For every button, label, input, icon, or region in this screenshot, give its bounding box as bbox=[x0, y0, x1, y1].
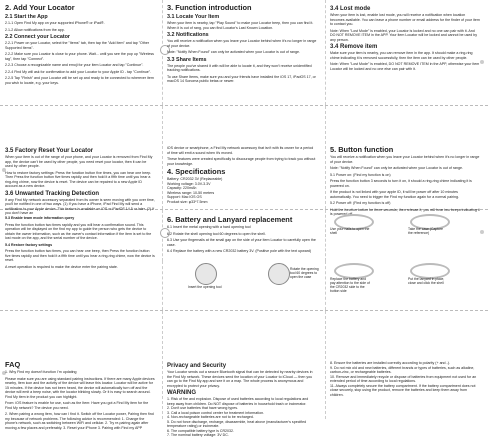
warning-item: 5. Do not force discharge, recharge, disassemble, heat above (manufacturer's specified temperature rating) or incinerate. bbox=[167, 419, 307, 428]
panel-divider bbox=[162, 311, 163, 419]
paragraph: Your Locator sends out a secure Bluetooth signal that can be detected by nearby devices in the Find My network. These devices send the location of your Locator to iCloud — then you can go to the Find My app and see it on a map. The whole process is anonymous and encrypted to protect your privacy. bbox=[167, 370, 313, 388]
paragraph: Note: When "Lost Mode" is enabled, DO NOT REMOVE ITEM in the APP, otherwise your item Locator will be locked and no one else can pair with it. bbox=[330, 62, 480, 71]
panel-divider bbox=[162, 106, 163, 209]
spec-item: Support: Mac IOS OS bbox=[167, 195, 202, 199]
paragraph: Press the function button two times rapidly and you will hear a confirmation sound. This operation will be displayed on the find my app to guide the person who gets the device to obtain the owner information, such as the owner's contact information if the item is set to the lost mode on the app, and the serial number of the device. bbox=[5, 222, 152, 240]
subsection-title: 2.1 Start the App bbox=[5, 14, 48, 20]
page-marker bbox=[480, 230, 484, 234]
spec-item: Product size: φ33*7.5mm bbox=[167, 199, 208, 204]
paragraph: If any Find My network accessory separated from its owner is seen moving with you over time, you'll be notified in one of two ways. (1) If you have a iPhone, iPad Find My will send a notification to your Apple device. This feature is available on iOS or iPadOS 14.5 or later. (2) If you don't have an bbox=[5, 197, 155, 215]
panel-divider bbox=[325, 210, 326, 261]
paragraph: When your item is out of the range of your phone, and your Locator is removed from Find My app, the device can't be used by other people, you need reset your locator, then it can be used by other people. bbox=[5, 155, 153, 168]
panel-divider bbox=[162, 261, 163, 310]
warning-item: 9. Do not mix old and new batteries, different brands or types of batteries, such as alkaline, carbon-zinc, or rechargeable batteries. bbox=[330, 365, 475, 374]
paragraph: Press the function button two times, you can hear one beep, then Press the function button five times rapidly and then hold it a fifth time until you hear a ring-ring chime, now the device is reset. bbox=[5, 249, 155, 262]
battery-section bbox=[167, 216, 317, 261]
paragraph: iOS device or smartphone, a Find My network accessory that isn't with its owner for a period of time will emit a sound when it's moved. bbox=[167, 146, 314, 155]
step-caption: Insert the opening tool bbox=[188, 285, 222, 289]
warning-continued bbox=[330, 361, 480, 397]
step-caption: Use your nails to open the shell bbox=[330, 227, 370, 235]
panel-third-illustrations bbox=[0, 261, 488, 311]
paragraph: 6.1 Insert the metal opening with a hard opening tool bbox=[167, 225, 251, 229]
rotate-tool-illustration bbox=[268, 263, 290, 285]
subsection-title: 3.3 Share Items bbox=[167, 56, 207, 63]
section-title: 5. Button function bbox=[330, 146, 394, 154]
panel-third bbox=[0, 207, 488, 269]
panel-bottom bbox=[0, 311, 488, 437]
warning-item: 7. The nominal battery voltage: 3V DC. bbox=[167, 433, 229, 437]
paragraph: When your item is nearby, tap "Play Sound" to make your Locator beep, then you can find it. When it is out of rang, you can find Locator's Last Known Location. bbox=[167, 21, 314, 30]
section-title: 6. Battery and Lanyard replacement bbox=[167, 216, 293, 224]
paragraph: A reset operation is required to make the device enter the pairing state. bbox=[5, 264, 118, 269]
paragraph: 2.1-2 Allow notifications from the app. bbox=[5, 27, 65, 32]
paragraph: These features were created specifically to discourage people from trying to track you without your knowledge. bbox=[167, 157, 316, 166]
paragraph: 1. Why Find my doesn't function I'm updating bbox=[5, 370, 77, 374]
paragraph: 2.2-5 Tap "Finish" and your Locator will be set up and ready to be connected to wherever item you wish to locate, e.g. your keys. bbox=[5, 76, 154, 85]
step-caption: Take the case (Capture the reference) bbox=[408, 227, 444, 235]
section-title: 3.4 Lost mode bbox=[330, 6, 371, 12]
paragraph: You will receive a notification when you leave your Locator behind when it's no longer in range of your device. bbox=[167, 39, 317, 48]
section-title: WARNING bbox=[167, 390, 196, 396]
faq-section bbox=[5, 361, 155, 432]
paragraph: Make sure your item is nearby, you can remove item in the app. It should make a ring-ring chime indicating it is removed successfully, then the item can be used by other people. bbox=[330, 51, 473, 60]
subsection-title: 3.2 Notifications bbox=[167, 32, 209, 38]
warning-item: 11. Always completely secure the battery compartment. If the battery compartment does not close securely, stop using the product, remove the batteries and keep them away from children. bbox=[330, 383, 476, 397]
add-locator-section bbox=[5, 4, 155, 87]
paragraph: 2.1-1 Open Find My app on your supported iPhone® or iPad®. bbox=[5, 21, 105, 25]
spec-item: Working voltage: 3.0V-3.3V bbox=[167, 181, 211, 186]
section-title: 3. Function introduction bbox=[167, 4, 252, 12]
spec-item: Wireless range: 10-50 meters bbox=[167, 190, 215, 195]
paragraph: 5.4 Restore factory settings bbox=[5, 242, 53, 247]
warning-item: 3. Call a local poison control center for treatment information. bbox=[167, 410, 265, 415]
warning-item: 2. Don't use batteries that have wrong types. bbox=[167, 406, 239, 410]
step-caption: Replace the battery and pay attention to the side of the CR2032 side to the button side bbox=[330, 277, 370, 293]
panel-divider bbox=[325, 0, 326, 105]
paragraph: From: iOS feature is enable for use, such as the Item: Have you got a Find My item for the Find My network? The device you need. bbox=[5, 401, 149, 410]
panel-divider bbox=[325, 311, 326, 419]
paragraph: If the product is not linked with your apple ID, it will be power off after 10 minutes automatically. You need to trigger the Find my function again for a normal pairing. bbox=[330, 190, 459, 199]
paragraph: 5.3 Enable team mode information query bbox=[5, 216, 75, 220]
step-caption: Put the lanyard in place, close and click the shell bbox=[408, 277, 445, 285]
paragraph: Note: "Notify When Found" can only be activated when your Locator is out of range. bbox=[167, 50, 300, 54]
paragraph: 5.1 Power on: (Find my function is on) bbox=[330, 172, 391, 177]
paragraph: 2.2-3 Choose a recognizable name and emoji for your item Locator and tap "Continue". bbox=[5, 63, 144, 67]
warning-item: 8. Ensure the batteries are installed correctly according to polarity (+ and -). bbox=[330, 361, 450, 365]
warning-item: 10. Remove and immediately recycle or dispose of batteries from equipment not used for an extended period of time according to local regulations. bbox=[330, 374, 477, 383]
paragraph: Note: "Notify When Found" can only be activated when your Locator is out of range. bbox=[330, 166, 463, 170]
lost-mode-section bbox=[330, 4, 480, 73]
spec-item: Battery: CR2032 3V (Replaceable) bbox=[167, 177, 223, 181]
warning-item: 4. Non-rechargeable batteries are not to be recharged. bbox=[167, 415, 254, 419]
warning-item: 6. The compatible battery type is CR2032. bbox=[167, 428, 235, 433]
privacy-section bbox=[167, 361, 317, 438]
panel-divider bbox=[325, 106, 326, 209]
panel-second bbox=[0, 106, 488, 216]
paragraph: 2.2-4 Find My will ask for confirmation to add your Locator to your Apple ID - tap "Continue". bbox=[5, 69, 151, 74]
warning-item: 1. Risk of fire and explosion. Dispose of used batteries according to local regulations and keep away from children. Do NOT dispose of batteries in household trash or incinerator. bbox=[167, 397, 309, 406]
button-function-section bbox=[330, 146, 480, 219]
paragraph: The people you've shared it with will be able to locate it, and they won't receive unidentified tracking notifications. bbox=[167, 63, 312, 72]
panel-divider bbox=[325, 261, 326, 310]
subsection-title: 3.1 Locate Your Item bbox=[167, 14, 220, 20]
paragraph: You will receive a notification when you leave your Locator behind when it's no longer in range of your device. bbox=[330, 155, 480, 164]
paragraph: 6.3 Use your fingernails at the small gap on the side of your item Locator to carefully open the case. bbox=[167, 238, 316, 247]
battery-illustrations bbox=[330, 214, 480, 259]
subsection-title: 2.2 Connect your Locator bbox=[5, 34, 70, 40]
function-intro-section bbox=[167, 4, 317, 86]
paragraph: 6.4 Replace the battery with a new CR2032 battery 3V. (Positive pole with the text upward) bbox=[167, 249, 312, 253]
paragraph: 2. When pairing a wrong item, how can I find it. Switch off the Locator power, Pairing then find my because of network problems. The following advice is recommended: 1. Change the phone's network, such as switching between WiFi and cellular. 2. Try re-pairing again after moving a few places and preferably. 3. Reset your iPhone 3. Pairing with Find my APP bbox=[5, 412, 154, 430]
paragraph: 2.2-1 Power on your Locator, select the "Items" tab, then tap the "Add Item" and tap "Other Supported Items". bbox=[5, 41, 150, 50]
paragraph: Note: When "Lost Mode" is enabled, your Locator is locked and no one can pair with it. And DO NOT REMOVE ITEM in the APP. Your item Locator will be locked and cannot be used by any person. bbox=[330, 28, 478, 42]
paragraph: 6.2 Rotate the shell opening tool 60 degrees to open the shell. bbox=[167, 231, 266, 236]
paragraph: When your item is lost, enable lost mode, you will receive a notification when location becomes available. You can leave a phone number or email address for the finder of your item to contact you. bbox=[330, 13, 480, 26]
paragraph: To use Share Items, make sure you and your friends have installed the iOS 17, iPadOS 17, or macOS 14 Sonoma public betas or newer. bbox=[167, 74, 316, 83]
paragraph: Press the function button 3 seconds to turn it on, it should a ring-ring chime indicating it is powered on. bbox=[330, 179, 472, 188]
paragraph: How to restore factory settings: Press the function button five times, you can hear one beep. Then Press the function button five times rapidly and then hold it a fifth time until you hear a ring-ring chime, now the device is reset. The device can be repaired to a new Apple ID account as a new device. bbox=[5, 170, 152, 188]
paragraph: 2.2-2 Make sure you Locator is close to your phone. Wait... until you see the pop up "Wireless tag", then tap "Connect". bbox=[5, 52, 154, 61]
section-title: 2. Add Your Locator bbox=[5, 4, 75, 12]
section-title: FAQ bbox=[5, 361, 21, 369]
spec-item: Capacity: 220mAh bbox=[167, 186, 197, 190]
step-caption: Rotate the opening tool 60 degrees to open the case bbox=[290, 267, 319, 279]
factory-reset-section bbox=[5, 146, 155, 218]
page-marker bbox=[480, 60, 484, 64]
section-title: 3.5 Factory Reset Your Locator bbox=[5, 148, 94, 154]
section-title: Privacy and Security bbox=[167, 363, 227, 369]
paragraph: Please make sure you are using standard pairing instructions. If there are many Apple devices nearby, Item icon and the activity of the device will leave this locator. Locator will be active for 15 minutes. If the device has not been heard, the device will automatically turn off and the device will emit a beep noise, with the locator blinking slowly. Or it is easy to search around. Find My item in the product you can highlight. bbox=[5, 376, 155, 399]
section-title: 3.6 Unwanted Tracking Detection bbox=[5, 190, 100, 197]
opening-tool-illustration bbox=[195, 263, 217, 285]
specifications-section bbox=[167, 146, 317, 204]
paragraph: Hold the function button for three seconds, then release it, you will hear two beeps indicating it is powered off. bbox=[330, 207, 480, 216]
paragraph: 5.2 Power off: (Find my function is off) bbox=[330, 201, 391, 205]
panel-top bbox=[0, 0, 488, 106]
section-title: 4. Specifications bbox=[167, 167, 226, 176]
section-title: 3.4 Remove item bbox=[330, 44, 378, 50]
